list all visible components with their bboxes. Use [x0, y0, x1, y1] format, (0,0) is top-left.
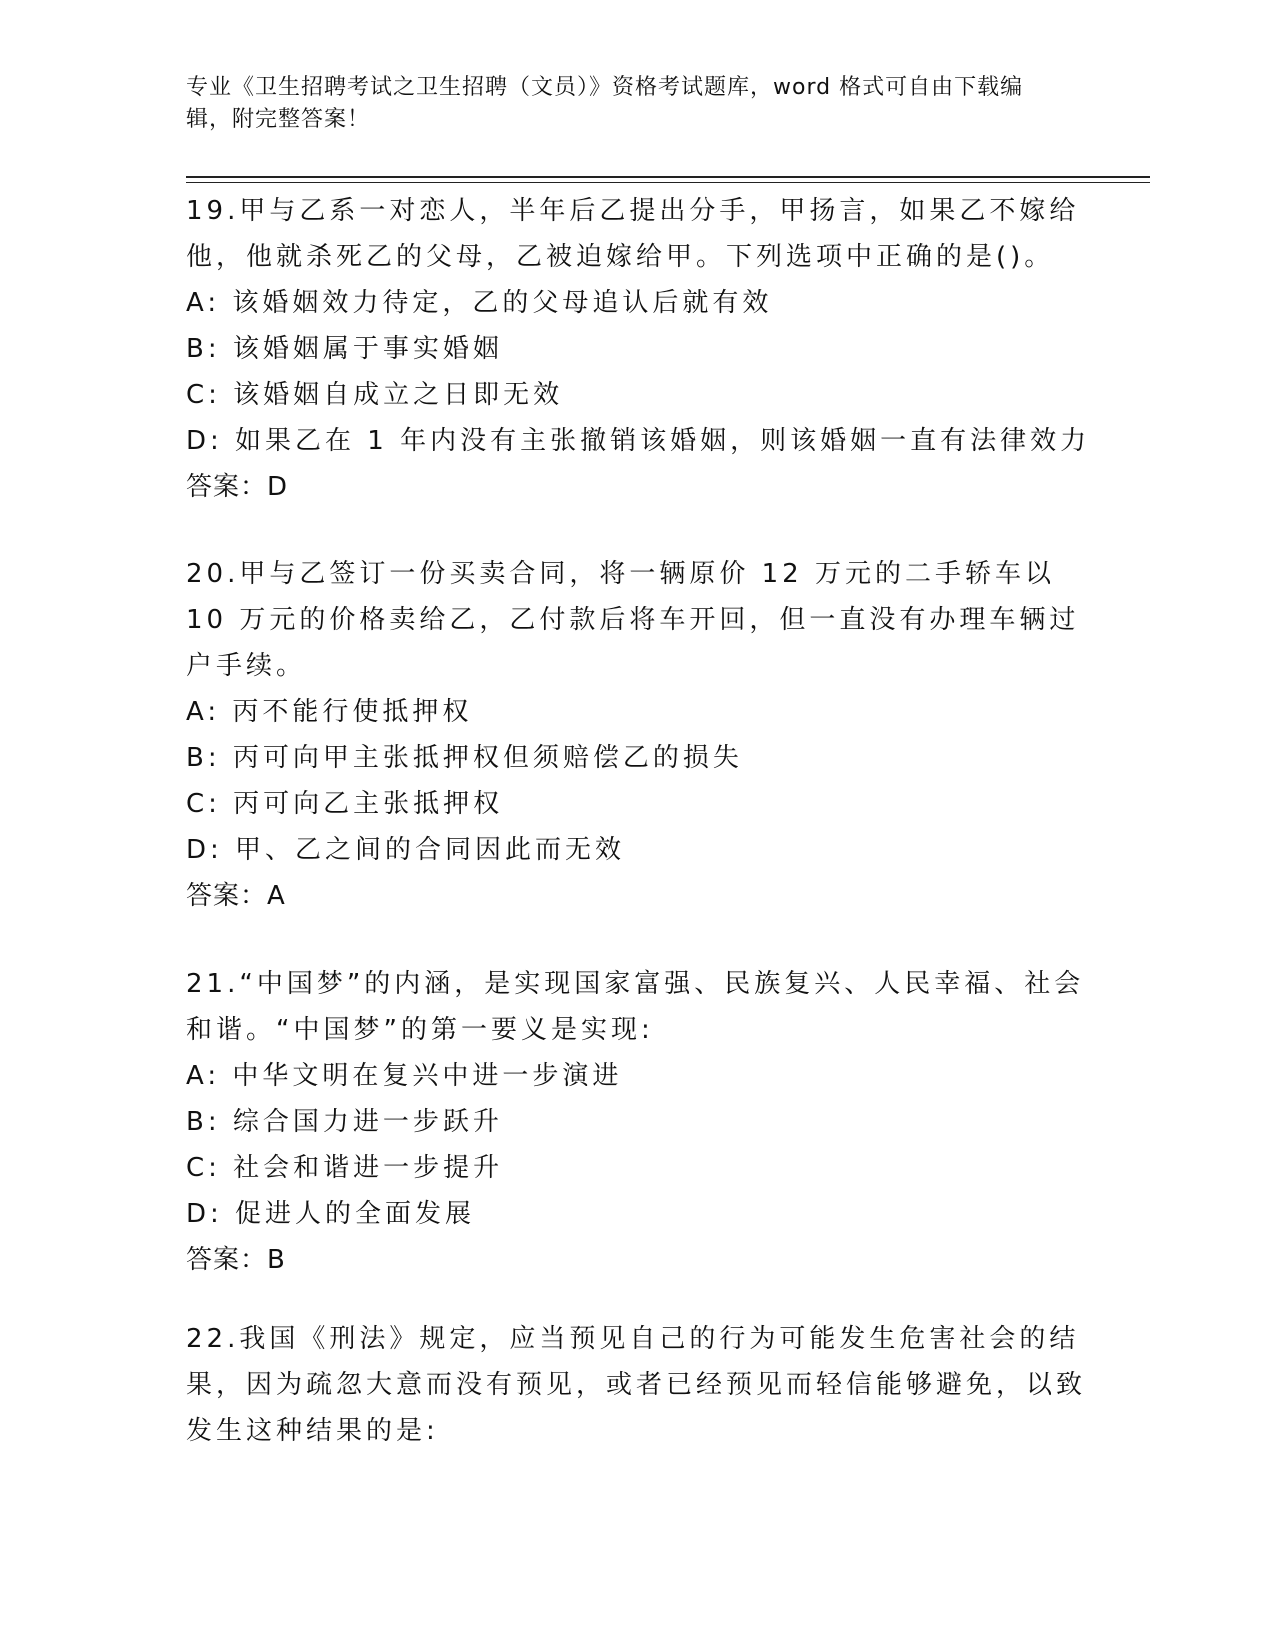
answer: 答案：D	[186, 472, 289, 502]
question-stem: 21.“中国梦”的内涵，是实现国家富强、民族复兴、人民幸福、社会和谐。“中国梦”的第一要义是实现:	[186, 969, 1085, 1045]
option-b: B: 丙可向甲主张抵押权但须赔偿乙的损失	[186, 743, 743, 773]
question-21	[186, 961, 1086, 1283]
question-stem: 22.我国《刑法》规定，应当预见自己的行为可能发生危害社会的结果，因为疏忽大意而没有预见，或者已经预见而轻信能够避免，以致发生这种结果的是:	[186, 1324, 1087, 1446]
option-c: C: 社会和谐进一步提升	[186, 1153, 504, 1183]
option-c: C: 丙可向乙主张抵押权	[186, 789, 504, 819]
question-20	[186, 551, 1086, 919]
option-b: B: 该婚姻属于事实婚姻	[186, 334, 503, 364]
answer: 答案：B	[186, 1245, 286, 1275]
option-a: A: 该婚姻效力待定，乙的父母追认后就有效	[186, 288, 773, 318]
option-a: A: 中华文明在复兴中进一步演进	[186, 1061, 623, 1091]
option-d: D: 甲、乙之间的合同因此而无效	[186, 835, 626, 865]
option-a: A: 丙不能行使抵押权	[186, 697, 473, 727]
option-d: D: 如果乙在 1 年内没有主张撤销该婚姻，则该婚姻一直有法律效力	[186, 426, 1091, 456]
option-d: D: 促进人的全面发展	[186, 1199, 476, 1229]
question-22	[186, 1316, 1086, 1454]
header-divider-thin	[186, 182, 1150, 183]
question-19	[186, 188, 1091, 510]
option-b: B: 综合国力进一步跃升	[186, 1107, 503, 1137]
option-c: C: 该婚姻自成立之日即无效	[186, 380, 564, 410]
answer: 答案：A	[186, 881, 286, 911]
question-stem: 19.甲与乙系一对恋人，半年后乙提出分手，甲扬言，如果乙不嫁给他，他就杀死乙的父母，乙被迫嫁给甲。下列选项中正确的是()。	[186, 196, 1080, 272]
question-stem: 20.甲与乙签订一份买卖合同，将一辆原价 12 万元的二手轿车以 10 万元的价格卖给乙，乙付款后将车开回，但一直没有办理车辆过户手续。	[186, 559, 1080, 681]
header-divider-thick	[186, 176, 1150, 178]
document-header: 专业《卫生招聘考试之卫生招聘（文员）》资格考试题库，word 格式可自由下载编辑，附完整答案！	[186, 75, 1024, 132]
